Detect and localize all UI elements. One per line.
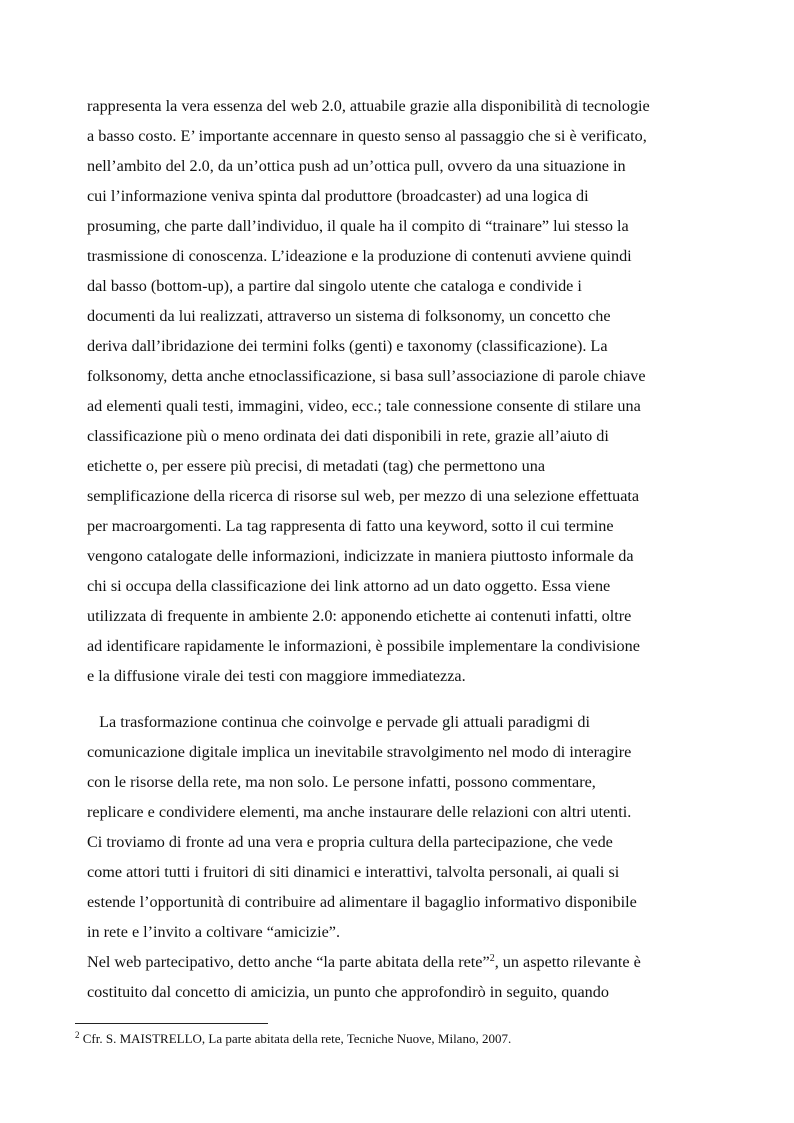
footnote-text: Cfr. S. MAISTRELLO, La parte abitata della rete, Tecniche Nuove, Milano, 2007.	[79, 1031, 512, 1046]
text-line: dal basso (bottom-up), a partire dal singolo utente che cataloga e condivide i	[87, 277, 582, 295]
text-line: Ci troviamo di fronte ad una vera e propria cultura della partecipazione, che vede	[87, 833, 613, 851]
text-line: e la diffusione virale dei testi con maggiore immediatezza.	[87, 667, 466, 685]
text-line: utilizzata di frequente in ambiente 2.0: apponendo etichette ai contenuti infatti, oltre	[87, 607, 632, 625]
text-line: replicare e condividere elementi, ma anche instaurare delle relazioni con altri utenti.	[87, 803, 632, 821]
text-line: costituito dal concetto di amicizia, un punto che approfondirò in seguito, quando	[87, 983, 609, 1001]
text-line: rappresenta la vera essenza del web 2.0, attuabile grazie alla disponibilità di tecnologie	[87, 97, 650, 115]
text-segment: Nel web partecipativo, detto anche “la parte abitata della rete”	[87, 953, 490, 971]
footnote	[75, 1029, 511, 1049]
footnote-divider	[75, 1023, 268, 1024]
text-line: a basso costo. E’ importante accennare in questo senso al passaggio che si è verificato,	[87, 127, 647, 145]
text-line: ad elementi quali testi, immagini, video, ecc.; tale connessione consente di stilare una	[87, 397, 641, 415]
text-line: etichette o, per essere più precisi, di metadati (tag) che permettono una	[87, 457, 546, 475]
text-line: nell’ambito del 2.0, da un’ottica push ad un’ottica pull, ovvero da una situazione in	[87, 157, 626, 175]
text-line: semplificazione della ricerca di risorse sul web, per mezzo di una selezione effettuata	[87, 487, 640, 505]
text-segment: , un aspetto rilevante è	[494, 953, 641, 971]
text-line	[87, 947, 727, 977]
text-line: folksonomy, detta anche etnoclassificazione, si basa sull’associazione di parole chiave	[87, 367, 646, 385]
text-line: comunicazione digitale implica un inevitabile stravolgimento nel modo di interagire	[87, 743, 632, 761]
text-line: con le risorse della rete, ma non solo. Le persone infatti, possono commentare,	[87, 773, 596, 791]
text-line: documenti da lui realizzati, attraverso un sistema di folksonomy, un concetto che	[87, 307, 611, 325]
text-line: chi si occupa della classificazione dei link attorno ad un dato oggetto. Essa viene	[87, 577, 611, 595]
text-line: ad identificare rapidamente le informazioni, è possibile implementare la condivisione	[87, 637, 640, 655]
footnote-number: 2	[75, 1030, 80, 1040]
text-line: estende l’opportunità di contribuire ad alimentare il bagaglio informativo disponibile	[87, 893, 637, 911]
text-line: vengono catalogate delle informazioni, indicizzate in maniera piuttosto informale da	[87, 547, 634, 565]
text-line: in rete e l’invito a coltivare “amicizie”.	[87, 923, 341, 941]
text-line: cui l’informazione veniva spinta dal produttore (broadcaster) ad una logica di	[87, 187, 589, 205]
paragraph-3	[87, 947, 727, 1007]
paragraph-1	[87, 91, 727, 691]
text-line: trasmissione di conoscenza. L’ideazione e la produzione di contenuti avviene quindi	[87, 247, 632, 265]
text-line: classificazione più o meno ordinata dei dati disponibili in rete, grazie all’aiuto di	[87, 427, 609, 445]
text-line: La trasformazione continua che coinvolge e pervade gli attuali paradigmi di	[87, 713, 590, 731]
text-line: come attori tutti i fruitori di siti dinamici e interattivi, talvolta personali, ai quali si	[87, 863, 620, 881]
text-line: per macroargomenti. La tag rappresenta di fatto una keyword, sotto il cui termine	[87, 517, 614, 535]
text-line: deriva dall’ibridazione dei termini folks (genti) e taxonomy (classificazione). La	[87, 337, 608, 355]
text-line: prosuming, che parte dall’individuo, il quale ha il compito di “trainare” lui stesso la	[87, 217, 629, 235]
footnote-reference[interactable]: 2	[489, 953, 495, 964]
paragraph-2	[87, 707, 727, 947]
